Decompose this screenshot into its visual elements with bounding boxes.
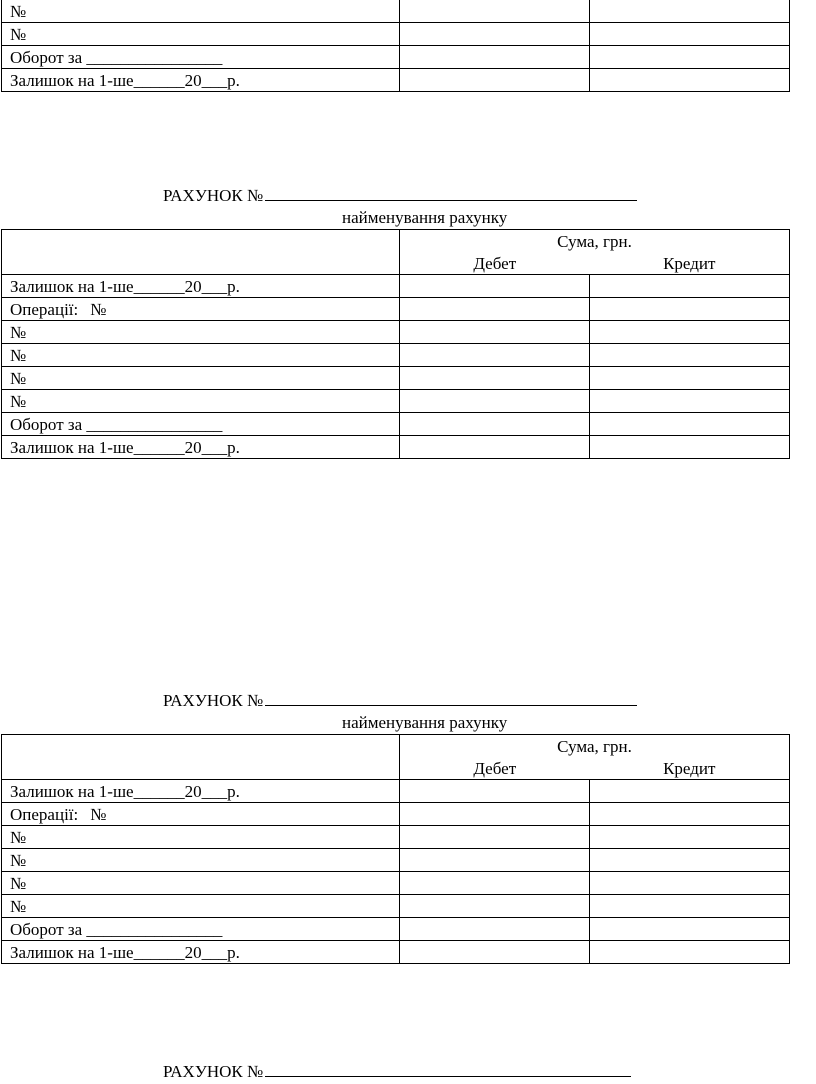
debit-cell[interactable] bbox=[400, 918, 590, 941]
table-row bbox=[2, 298, 790, 321]
table-header-row bbox=[2, 230, 790, 253]
row-label: № bbox=[2, 849, 400, 872]
account-title bbox=[163, 184, 637, 207]
credit-cell[interactable] bbox=[590, 298, 790, 321]
closing-balance-label: Залишок на 1-ше______20___р. bbox=[2, 436, 400, 459]
debit-cell[interactable] bbox=[400, 275, 590, 298]
credit-cell[interactable] bbox=[590, 23, 790, 46]
row-label: № bbox=[2, 872, 400, 895]
account-number-field[interactable] bbox=[265, 689, 637, 706]
row-label: № bbox=[2, 344, 400, 367]
table-row bbox=[2, 413, 790, 436]
account-subtitle: найменування рахунку bbox=[342, 208, 508, 227]
credit-cell[interactable] bbox=[590, 826, 790, 849]
credit-cell[interactable] bbox=[590, 780, 790, 803]
account-ledger-table bbox=[1, 734, 790, 964]
table-row bbox=[2, 872, 790, 895]
table-row bbox=[2, 918, 790, 941]
table-row bbox=[2, 941, 790, 964]
top-ledger-table bbox=[1, 0, 790, 92]
debit-cell[interactable] bbox=[400, 344, 590, 367]
table-row bbox=[2, 367, 790, 390]
debit-cell[interactable] bbox=[400, 23, 590, 46]
table-row bbox=[2, 803, 790, 826]
table-row bbox=[2, 344, 790, 367]
row-label: № bbox=[2, 23, 400, 46]
credit-cell[interactable] bbox=[590, 390, 790, 413]
table-row bbox=[2, 23, 790, 46]
table-row bbox=[2, 895, 790, 918]
debit-cell[interactable] bbox=[400, 849, 590, 872]
operations-label bbox=[2, 803, 400, 826]
table-row bbox=[2, 0, 790, 23]
operations-label bbox=[2, 298, 400, 321]
account-subtitle: найменування рахунку bbox=[342, 713, 508, 732]
row-label: № bbox=[2, 367, 400, 390]
table-row bbox=[2, 849, 790, 872]
row-label: № bbox=[2, 895, 400, 918]
debit-cell[interactable] bbox=[400, 803, 590, 826]
debit-cell[interactable] bbox=[400, 390, 590, 413]
credit-cell[interactable] bbox=[590, 436, 790, 459]
header-blank-cell bbox=[2, 735, 400, 780]
credit-cell[interactable] bbox=[590, 275, 790, 298]
debit-cell[interactable] bbox=[400, 0, 590, 23]
debit-cell[interactable] bbox=[400, 780, 590, 803]
credit-cell[interactable] bbox=[590, 367, 790, 390]
table-row bbox=[2, 826, 790, 849]
row-label: № bbox=[2, 826, 400, 849]
credit-cell[interactable] bbox=[590, 941, 790, 964]
debit-cell[interactable] bbox=[400, 872, 590, 895]
row-label: Оборот за ________________ bbox=[2, 46, 400, 69]
debit-header: Дебет bbox=[400, 757, 590, 780]
table-row bbox=[2, 69, 790, 92]
account-title bbox=[163, 1060, 631, 1083]
row-label: № bbox=[2, 321, 400, 344]
number-sign: № bbox=[90, 805, 107, 824]
table-row bbox=[2, 780, 790, 803]
operations-label-text: Операції: bbox=[10, 300, 79, 319]
credit-cell[interactable] bbox=[590, 803, 790, 826]
debit-cell[interactable] bbox=[400, 413, 590, 436]
turnover-label: Оборот за ________________ bbox=[2, 413, 400, 436]
closing-balance-label: Залишок на 1-ше______20___р. bbox=[2, 941, 400, 964]
row-label: № bbox=[2, 390, 400, 413]
row-label: № bbox=[2, 0, 400, 23]
table-row bbox=[2, 390, 790, 413]
header-blank-cell bbox=[2, 230, 400, 275]
credit-header: Кредит bbox=[590, 252, 790, 275]
account-number-field[interactable] bbox=[265, 1060, 631, 1077]
debit-header: Дебет bbox=[400, 252, 590, 275]
account-title-text: РАХУНОК № bbox=[163, 186, 264, 205]
credit-cell[interactable] bbox=[590, 46, 790, 69]
credit-cell[interactable] bbox=[590, 69, 790, 92]
sum-header: Сума, грн. bbox=[400, 230, 790, 253]
credit-cell[interactable] bbox=[590, 895, 790, 918]
debit-cell[interactable] bbox=[400, 298, 590, 321]
credit-cell[interactable] bbox=[590, 849, 790, 872]
opening-balance-label: Залишок на 1-ше______20___р. bbox=[2, 275, 400, 298]
credit-cell[interactable] bbox=[590, 344, 790, 367]
debit-cell[interactable] bbox=[400, 69, 590, 92]
credit-cell[interactable] bbox=[590, 0, 790, 23]
account-ledger-table bbox=[1, 229, 790, 459]
operations-label-text: Операції: bbox=[10, 805, 79, 824]
debit-cell[interactable] bbox=[400, 46, 590, 69]
debit-cell[interactable] bbox=[400, 367, 590, 390]
debit-cell[interactable] bbox=[400, 436, 590, 459]
debit-cell[interactable] bbox=[400, 895, 590, 918]
credit-cell[interactable] bbox=[590, 413, 790, 436]
credit-cell[interactable] bbox=[590, 321, 790, 344]
account-title bbox=[163, 689, 637, 712]
account-title-text: РАХУНОК № bbox=[163, 691, 264, 710]
credit-header: Кредит bbox=[590, 757, 790, 780]
table-row bbox=[2, 275, 790, 298]
number-sign: № bbox=[90, 300, 107, 319]
table-row bbox=[2, 321, 790, 344]
row-label: Залишок на 1-ше______20___р. bbox=[2, 69, 400, 92]
table-header-row bbox=[2, 735, 790, 758]
opening-balance-label: Залишок на 1-ше______20___р. bbox=[2, 780, 400, 803]
debit-cell[interactable] bbox=[400, 826, 590, 849]
sum-header: Сума, грн. bbox=[400, 735, 790, 758]
table-row bbox=[2, 46, 790, 69]
debit-cell[interactable] bbox=[400, 941, 590, 964]
debit-cell[interactable] bbox=[400, 321, 590, 344]
account-number-field[interactable] bbox=[265, 184, 637, 201]
credit-cell[interactable] bbox=[590, 918, 790, 941]
table-row bbox=[2, 436, 790, 459]
credit-cell[interactable] bbox=[590, 872, 790, 895]
account-title-text: РАХУНОК № bbox=[163, 1062, 264, 1081]
turnover-label: Оборот за ________________ bbox=[2, 918, 400, 941]
